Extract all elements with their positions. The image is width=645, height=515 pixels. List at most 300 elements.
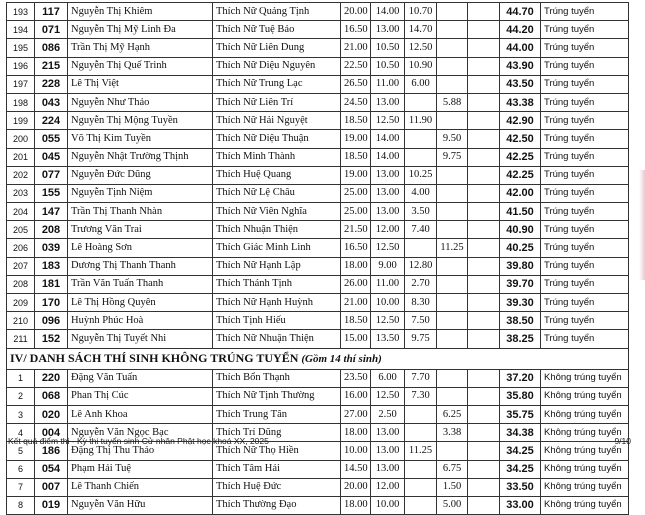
score-4 — [437, 21, 468, 39]
table-row — [7, 387, 629, 405]
score-5 — [468, 203, 500, 221]
score-2: 10.50 — [371, 39, 405, 57]
score-3: 11.25 — [405, 442, 437, 460]
score-4: 1.50 — [437, 478, 468, 496]
score-3 — [405, 239, 437, 257]
row-number: 195 — [7, 39, 35, 57]
score-3: 6.00 — [405, 75, 437, 93]
candidate-name: Nguyễn Thị Quế Trinh — [68, 57, 213, 75]
section-subtitle: (Gồm 14 thí sinh) — [301, 353, 382, 366]
candidate-name: Lê Thị Hồng Quyên — [68, 294, 213, 312]
table-row — [7, 460, 629, 478]
score-1: 22.50 — [341, 57, 371, 75]
score-4: 5.00 — [437, 496, 468, 514]
candidate-name: Nguyễn Văn Ngọc Bạc — [68, 424, 213, 442]
candidate-id: 224 — [35, 112, 68, 130]
score-2: 12.00 — [371, 221, 405, 239]
score-3: 10.70 — [405, 3, 437, 21]
score-5 — [468, 221, 500, 239]
score-4 — [437, 294, 468, 312]
table-row — [7, 184, 629, 202]
row-number: 2 — [7, 387, 35, 405]
candidate-id: 045 — [35, 148, 68, 166]
candidate-id: 170 — [35, 294, 68, 312]
candidate-name: Lê Thanh Chiến — [68, 478, 213, 496]
candidate-id: 004 — [35, 424, 68, 442]
total-score: 43.90 — [500, 57, 541, 75]
table-row — [7, 21, 629, 39]
result: Trúng tuyển — [541, 75, 629, 93]
row-number: 208 — [7, 275, 35, 293]
table-row — [7, 203, 629, 221]
row-number: 196 — [7, 57, 35, 75]
score-3: 2.70 — [405, 275, 437, 293]
score-2: 14.00 — [371, 130, 405, 148]
score-1: 20.00 — [341, 478, 371, 496]
result: Trúng tuyển — [541, 21, 629, 39]
score-5 — [468, 39, 500, 57]
score-5 — [468, 75, 500, 93]
total-score: 33.50 — [500, 478, 541, 496]
row-number: 1 — [7, 369, 35, 387]
row-number: 5 — [7, 442, 35, 460]
candidate-name: Nguyễn Thị Mộng Tuyền — [68, 112, 213, 130]
candidate-name: Huỳnh Phúc Hoà — [68, 312, 213, 330]
score-3: 8.30 — [405, 294, 437, 312]
score-4 — [437, 3, 468, 21]
score-1: 10.00 — [341, 442, 371, 460]
score-1: 18.50 — [341, 312, 371, 330]
dharma-name: Thích Trung Tân — [213, 405, 341, 423]
dharma-name: Thích Huệ Đức — [213, 478, 341, 496]
score-5 — [468, 442, 500, 460]
candidate-name: Dương Thị Thanh Thanh — [68, 257, 213, 275]
score-5 — [468, 257, 500, 275]
result: Trúng tuyển — [541, 57, 629, 75]
score-2: 13.00 — [371, 442, 405, 460]
section-title-text: IV/ DANH SÁCH THÍ SINH KHÔNG TRÚNG TUYỂN — [10, 351, 299, 366]
total-score: 41.50 — [500, 203, 541, 221]
result: Không trúng tuyển — [541, 442, 629, 460]
score-4 — [437, 275, 468, 293]
result: Không trúng tuyển — [541, 424, 629, 442]
score-4 — [437, 184, 468, 202]
dharma-name: Thích Nữ Nhuận Thiện — [213, 330, 341, 348]
candidate-id: 007 — [35, 478, 68, 496]
dharma-name: Thích Bổn Thạnh — [213, 369, 341, 387]
score-1: 23.50 — [341, 369, 371, 387]
result: Trúng tuyển — [541, 221, 629, 239]
score-2: 13.00 — [371, 93, 405, 111]
score-5 — [468, 148, 500, 166]
score-4: 9.75 — [437, 148, 468, 166]
score-5 — [468, 275, 500, 293]
score-5 — [468, 112, 500, 130]
result: Trúng tuyển — [541, 294, 629, 312]
score-4 — [437, 112, 468, 130]
score-5 — [468, 369, 500, 387]
table-row — [7, 330, 629, 348]
score-1: 16.50 — [341, 21, 371, 39]
score-1: 14.50 — [341, 460, 371, 478]
total-score: 35.80 — [500, 387, 541, 405]
result: Không trúng tuyển — [541, 387, 629, 405]
result: Trúng tuyển — [541, 312, 629, 330]
total-score: 37.20 — [500, 369, 541, 387]
dharma-name: Thích Nữ Diệu Thuận — [213, 130, 341, 148]
score-4 — [437, 387, 468, 405]
score-2: 13.00 — [371, 21, 405, 39]
score-2: 13.00 — [371, 166, 405, 184]
score-2: 11.00 — [371, 275, 405, 293]
result: Trúng tuyển — [541, 93, 629, 111]
score-4: 6.75 — [437, 460, 468, 478]
dharma-name: Thích Nữ Trung Lạc — [213, 75, 341, 93]
score-5 — [468, 57, 500, 75]
row-number: 8 — [7, 496, 35, 514]
score-4 — [437, 221, 468, 239]
candidate-id: 020 — [35, 405, 68, 423]
row-number: 210 — [7, 312, 35, 330]
total-score: 40.25 — [500, 239, 541, 257]
score-5 — [468, 166, 500, 184]
table-row — [7, 39, 629, 57]
score-1: 27.00 — [341, 405, 371, 423]
score-5 — [468, 239, 500, 257]
dharma-name: Thích Nữ Hạnh Lập — [213, 257, 341, 275]
dharma-name: Thích Thánh Tịnh — [213, 275, 341, 293]
candidate-name: Đặng Thị Thu Thảo — [68, 442, 213, 460]
score-1: 19.00 — [341, 130, 371, 148]
score-3: 7.70 — [405, 369, 437, 387]
result: Trúng tuyển — [541, 130, 629, 148]
score-5 — [468, 93, 500, 111]
candidate-name: Nguyễn Như Thảo — [68, 93, 213, 111]
candidate-id: 086 — [35, 39, 68, 57]
result: Trúng tuyển — [541, 203, 629, 221]
table-row — [7, 369, 629, 387]
score-1: 18.50 — [341, 148, 371, 166]
score-4 — [437, 203, 468, 221]
result: Không trúng tuyển — [541, 460, 629, 478]
result: Trúng tuyển — [541, 275, 629, 293]
score-5 — [468, 3, 500, 21]
score-4 — [437, 369, 468, 387]
row-number: 4 — [7, 424, 35, 442]
total-score: 33.00 — [500, 496, 541, 514]
candidate-id: 220 — [35, 369, 68, 387]
total-score: 40.90 — [500, 221, 541, 239]
candidate-id: 054 — [35, 460, 68, 478]
result: Trúng tuyển — [541, 148, 629, 166]
candidate-name: Trần Thị Mỹ Hạnh — [68, 39, 213, 57]
score-5 — [468, 405, 500, 423]
score-4 — [437, 57, 468, 75]
score-4: 6.25 — [437, 405, 468, 423]
score-2: 2.50 — [371, 405, 405, 423]
table-row — [7, 93, 629, 111]
dharma-name: Thích Thường Đạo — [213, 496, 341, 514]
score-1: 24.50 — [341, 93, 371, 111]
table-row — [7, 239, 629, 257]
table-row — [7, 166, 629, 184]
score-3 — [405, 424, 437, 442]
result: Trúng tuyển — [541, 239, 629, 257]
score-1: 16.50 — [341, 239, 371, 257]
score-3 — [405, 130, 437, 148]
candidate-name: Đặng Văn Tuấn — [68, 369, 213, 387]
total-score: 39.70 — [500, 275, 541, 293]
result: Không trúng tuyển — [541, 478, 629, 496]
total-score: 42.90 — [500, 112, 541, 130]
total-score: 42.50 — [500, 130, 541, 148]
table-row — [7, 496, 629, 514]
score-3: 9.75 — [405, 330, 437, 348]
candidate-name: Nguyễn Nhật Trường Thịnh — [68, 148, 213, 166]
dharma-name: Thích Nữ Lệ Châu — [213, 184, 341, 202]
score-2: 13.00 — [371, 184, 405, 202]
failed-section-header — [7, 348, 629, 369]
score-4 — [437, 312, 468, 330]
table-row — [7, 478, 629, 496]
table-row — [7, 257, 629, 275]
score-1: 16.00 — [341, 387, 371, 405]
score-3: 10.25 — [405, 166, 437, 184]
score-3: 4.00 — [405, 184, 437, 202]
total-score: 34.38 — [500, 424, 541, 442]
candidate-id: 117 — [35, 3, 68, 21]
result: Trúng tuyển — [541, 330, 629, 348]
dharma-name: Thích Nữ Tịnh Thường — [213, 387, 341, 405]
candidate-name: Nguyễn Tịnh Niệm — [68, 184, 213, 202]
row-number: 207 — [7, 257, 35, 275]
result: Trúng tuyển — [541, 257, 629, 275]
row-number: 6 — [7, 460, 35, 478]
candidate-id: 183 — [35, 257, 68, 275]
score-2: 10.00 — [371, 496, 405, 514]
score-3: 12.80 — [405, 257, 437, 275]
row-number: 200 — [7, 130, 35, 148]
score-2: 13.00 — [371, 424, 405, 442]
score-4: 11.25 — [437, 239, 468, 257]
score-3: 7.30 — [405, 387, 437, 405]
dharma-name: Thích Minh Thành — [213, 148, 341, 166]
total-score: 43.38 — [500, 93, 541, 111]
candidate-id: 096 — [35, 312, 68, 330]
passed-section — [7, 3, 629, 349]
score-5 — [468, 460, 500, 478]
row-number: 205 — [7, 221, 35, 239]
score-2: 10.50 — [371, 57, 405, 75]
footer-text: Kết quả điểm thi - Kỳ thi tuyển sinh Cử nhân Phật học khoá XX, 2025 — [8, 436, 269, 446]
total-score: 42.25 — [500, 166, 541, 184]
total-score: 42.00 — [500, 184, 541, 202]
row-number: 209 — [7, 294, 35, 312]
score-2: 12.50 — [371, 239, 405, 257]
candidate-id: 152 — [35, 330, 68, 348]
result: Trúng tuyển — [541, 184, 629, 202]
score-3 — [405, 148, 437, 166]
total-score: 39.80 — [500, 257, 541, 275]
score-2: 10.00 — [371, 294, 405, 312]
candidate-name: Lê Hoàng Sơn — [68, 239, 213, 257]
candidate-name: Phạm Hải Tuệ — [68, 460, 213, 478]
score-3: 10.90 — [405, 57, 437, 75]
dharma-name: Thích Tâm Hải — [213, 460, 341, 478]
result: Trúng tuyển — [541, 3, 629, 21]
total-score: 39.30 — [500, 294, 541, 312]
candidate-name: Lê Anh Khoa — [68, 405, 213, 423]
dharma-name: Thích Trí Dũng — [213, 424, 341, 442]
score-2: 9.00 — [371, 257, 405, 275]
score-2: 14.00 — [371, 148, 405, 166]
row-number: 211 — [7, 330, 35, 348]
candidate-id: 228 — [35, 75, 68, 93]
table-row — [7, 57, 629, 75]
dharma-name: Thích Nữ Viên Nghĩa — [213, 203, 341, 221]
score-5 — [468, 478, 500, 496]
score-4: 9.50 — [437, 130, 468, 148]
stamp-edge — [639, 170, 645, 280]
score-3 — [405, 460, 437, 478]
total-score: 35.75 — [500, 405, 541, 423]
row-number: 199 — [7, 112, 35, 130]
total-score: 42.25 — [500, 148, 541, 166]
result: Không trúng tuyển — [541, 496, 629, 514]
dharma-name: Thích Giác Minh Linh — [213, 239, 341, 257]
score-3: 11.90 — [405, 112, 437, 130]
candidate-id: 019 — [35, 496, 68, 514]
candidate-id: 077 — [35, 166, 68, 184]
score-1: 21.00 — [341, 294, 371, 312]
result: Trúng tuyển — [541, 112, 629, 130]
score-3: 12.50 — [405, 39, 437, 57]
candidate-name: Nguyễn Thị Tuyết Nhi — [68, 330, 213, 348]
score-4 — [437, 257, 468, 275]
score-5 — [468, 294, 500, 312]
score-5 — [468, 184, 500, 202]
score-1: 18.00 — [341, 257, 371, 275]
score-3: 7.40 — [405, 221, 437, 239]
row-number: 201 — [7, 148, 35, 166]
dharma-name: Thích Nữ Quảng Tịnh — [213, 3, 341, 21]
row-number: 193 — [7, 3, 35, 21]
result: Không trúng tuyển — [541, 405, 629, 423]
table-row — [7, 75, 629, 93]
table-row — [7, 405, 629, 423]
score-2: 12.00 — [371, 478, 405, 496]
score-4: 3.38 — [437, 424, 468, 442]
score-5 — [468, 330, 500, 348]
score-4 — [437, 442, 468, 460]
table-row — [7, 130, 629, 148]
score-2: 14.00 — [371, 3, 405, 21]
score-5 — [468, 387, 500, 405]
row-number: 197 — [7, 75, 35, 93]
candidate-id: 147 — [35, 203, 68, 221]
candidate-name: Nguyễn Thị Mỹ Linh Đa — [68, 21, 213, 39]
score-3: 3.50 — [405, 203, 437, 221]
dharma-name: Thích Nữ Hạnh Huỳnh — [213, 294, 341, 312]
score-1: 21.00 — [341, 39, 371, 57]
table-row — [7, 148, 629, 166]
candidate-name: Võ Thị Kim Tuyền — [68, 130, 213, 148]
total-score: 43.50 — [500, 75, 541, 93]
total-score: 34.25 — [500, 442, 541, 460]
score-4 — [437, 75, 468, 93]
score-5 — [468, 424, 500, 442]
score-5 — [468, 21, 500, 39]
score-1: 21.50 — [341, 221, 371, 239]
row-number: 203 — [7, 184, 35, 202]
total-score: 44.20 — [500, 21, 541, 39]
candidate-id: 186 — [35, 442, 68, 460]
result: Trúng tuyển — [541, 166, 629, 184]
score-2: 12.50 — [371, 387, 405, 405]
candidate-name: Lê Thị Việt — [68, 75, 213, 93]
score-4: 5.88 — [437, 93, 468, 111]
candidate-id: 215 — [35, 57, 68, 75]
dharma-name: Thích Huệ Quang — [213, 166, 341, 184]
dharma-name: Thích Tịnh Hiếu — [213, 312, 341, 330]
score-1: 20.00 — [341, 3, 371, 21]
row-number: 3 — [7, 405, 35, 423]
score-3 — [405, 478, 437, 496]
candidate-name: Trương Văn Trai — [68, 221, 213, 239]
candidate-id: 043 — [35, 93, 68, 111]
section-title — [7, 348, 629, 369]
score-2: 6.00 — [371, 369, 405, 387]
score-2: 12.50 — [371, 112, 405, 130]
candidate-name: Nguyễn Thị Khiêm — [68, 3, 213, 21]
table-row — [7, 3, 629, 21]
table-row — [7, 275, 629, 293]
dharma-name: Thích Nữ Thọ Hiền — [213, 442, 341, 460]
candidate-id: 208 — [35, 221, 68, 239]
score-1: 18.50 — [341, 112, 371, 130]
score-1: 15.00 — [341, 330, 371, 348]
result: Trúng tuyển — [541, 39, 629, 57]
candidate-id: 155 — [35, 184, 68, 202]
dharma-name: Thích Nữ Liên Trí — [213, 93, 341, 111]
score-4 — [437, 330, 468, 348]
row-number: 206 — [7, 239, 35, 257]
score-5 — [468, 496, 500, 514]
score-3 — [405, 496, 437, 514]
score-3: 7.50 — [405, 312, 437, 330]
score-4 — [437, 39, 468, 57]
candidate-id: 071 — [35, 21, 68, 39]
page-number: 9/10 — [614, 436, 631, 446]
total-score: 38.50 — [500, 312, 541, 330]
table-row — [7, 294, 629, 312]
total-score: 38.25 — [500, 330, 541, 348]
row-number: 7 — [7, 478, 35, 496]
score-2: 12.50 — [371, 312, 405, 330]
score-1: 26.50 — [341, 75, 371, 93]
score-1: 19.00 — [341, 166, 371, 184]
score-2: 11.00 — [371, 75, 405, 93]
row-number: 194 — [7, 21, 35, 39]
score-3 — [405, 405, 437, 423]
row-number: 204 — [7, 203, 35, 221]
candidate-name: Phan Thị Cúc — [68, 387, 213, 405]
result: Không trúng tuyển — [541, 369, 629, 387]
dharma-name: Thích Nữ Tuệ Bảo — [213, 21, 341, 39]
dharma-name: Thích Nữ Liên Dung — [213, 39, 341, 57]
score-1: 18.00 — [341, 424, 371, 442]
dharma-name: Thích Nhuận Thiện — [213, 221, 341, 239]
